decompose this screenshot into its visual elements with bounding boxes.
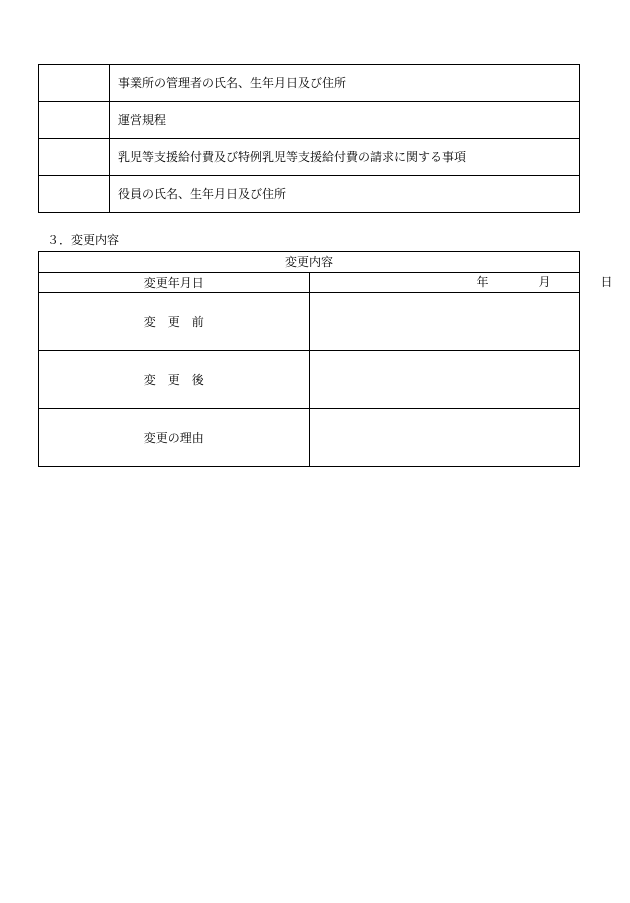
change-items-table: [38, 64, 580, 213]
before-label-char: 更: [167, 314, 180, 329]
table-row: [39, 176, 580, 213]
before-label: [39, 293, 310, 351]
reason-value-field[interactable]: [309, 409, 580, 467]
item-label: 役員の氏名、生年月日及び住所: [110, 176, 580, 213]
item-check-cell[interactable]: [39, 65, 110, 102]
item-check-cell[interactable]: [39, 139, 110, 176]
change-date-label: 変更年月日: [39, 273, 310, 293]
after-label-char: 変: [143, 372, 156, 387]
item-check-cell[interactable]: [39, 102, 110, 139]
after-label-char: 後: [191, 372, 204, 387]
after-label-char: 更: [167, 372, 180, 387]
reason-label: 変更の理由: [39, 409, 310, 467]
after-value-field[interactable]: [309, 351, 580, 409]
table-row: [39, 351, 580, 409]
item-label: 事業所の管理者の氏名、生年月日及び住所: [110, 65, 580, 102]
before-value-field[interactable]: [309, 293, 580, 351]
year-unit: 年: [476, 275, 489, 289]
item-label: 乳児等支援給付費及び特例乳児等支援給付費の請求に関する事項: [110, 139, 580, 176]
item-check-cell[interactable]: [39, 176, 110, 213]
change-content-table: [38, 251, 613, 467]
table-title: 変更内容: [39, 252, 580, 273]
table-row: [39, 273, 580, 293]
section-heading: ３．変更内容: [47, 233, 120, 247]
change-date-field[interactable]: [309, 273, 613, 293]
table-row: [39, 65, 580, 102]
table-row: [39, 102, 580, 139]
before-label-char: 変: [143, 314, 156, 329]
item-label: 運営規程: [110, 102, 580, 139]
month-unit: 月: [538, 275, 551, 289]
table-row: [39, 409, 580, 467]
table-row: [39, 139, 580, 176]
after-label: [39, 351, 310, 409]
before-label-char: 前: [191, 314, 204, 329]
day-unit: 日: [600, 275, 613, 289]
table-row: [39, 293, 580, 351]
table-row: [39, 252, 580, 273]
